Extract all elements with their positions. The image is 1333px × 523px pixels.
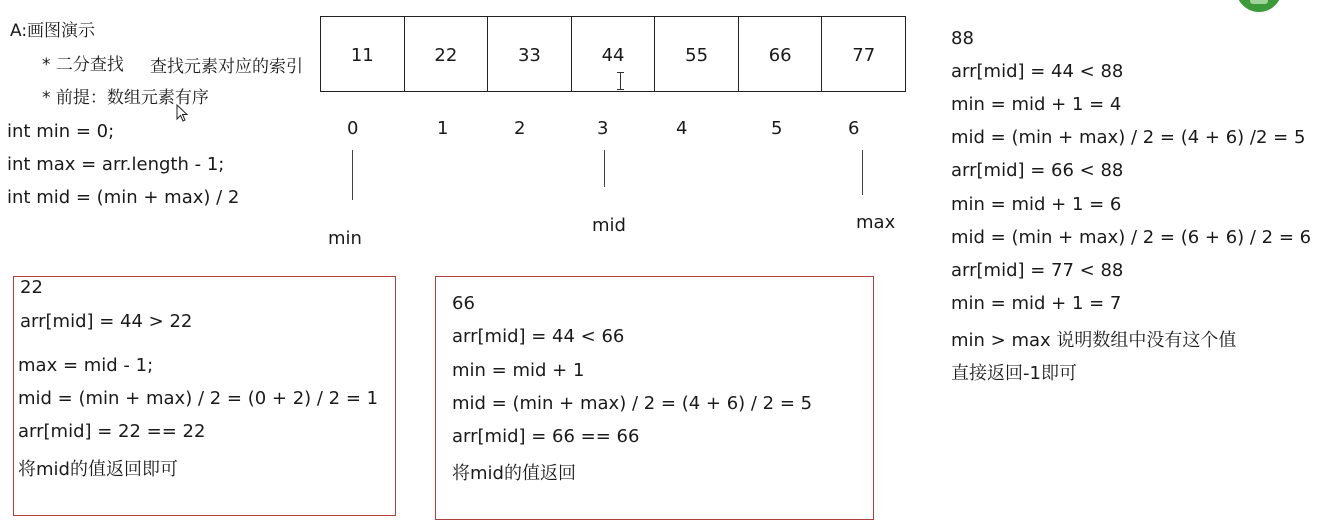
search-22-line: max = mid - 1; bbox=[18, 355, 154, 376]
search-66-line: mid = (min + max) / 2 = (4 + 6) / 2 = 5 bbox=[452, 393, 813, 414]
mid-pointer-line bbox=[604, 150, 605, 187]
search-88-line: arr[mid] = 66 < 88 bbox=[951, 160, 1124, 181]
search-88-line: 88 bbox=[951, 28, 974, 49]
min-pointer-label: min bbox=[328, 228, 362, 249]
page-title: A:画图演示 bbox=[10, 21, 96, 41]
array-cell: 66 bbox=[739, 17, 823, 91]
search-22-line: 将mid的值返回即可 bbox=[18, 459, 178, 480]
search-66-line: arr[mid] = 66 == 66 bbox=[452, 426, 640, 447]
array-index: 3 bbox=[597, 118, 609, 139]
array-index: 2 bbox=[514, 118, 526, 139]
search-66-line: 66 bbox=[452, 293, 475, 314]
search-22-line: arr[mid] = 44 > 22 bbox=[20, 311, 193, 332]
search-66-line: min = mid + 1 bbox=[452, 360, 585, 381]
search-22-line: arr[mid] = 22 == 22 bbox=[18, 421, 206, 442]
search-88-line: min = mid + 1 = 7 bbox=[951, 293, 1122, 314]
max-pointer-label: max bbox=[856, 212, 896, 233]
text-cursor-icon bbox=[616, 72, 625, 90]
search-22-line: mid = (min + max) / 2 = (0 + 2) / 2 = 1 bbox=[18, 388, 379, 409]
search-22-line: 22 bbox=[20, 277, 43, 298]
array-index: 6 bbox=[848, 118, 860, 139]
bullet-binary-search-note: 查找元素对应的索引 bbox=[150, 57, 303, 77]
array-cell: 22 bbox=[405, 17, 489, 91]
search-88-line: mid = (min + max) / 2 = (4 + 6) /2 = 5 bbox=[951, 127, 1306, 148]
bullet-precondition: * 前提：数组元素有序 bbox=[42, 88, 209, 108]
search-88-line: min = mid + 1 = 4 bbox=[951, 94, 1122, 115]
max-pointer-line bbox=[862, 150, 863, 195]
mouse-pointer-icon bbox=[176, 104, 190, 124]
code-line-max: int max = arr.length - 1; bbox=[7, 154, 225, 175]
search-88-line: arr[mid] = 44 < 88 bbox=[951, 61, 1124, 82]
array-index: 0 bbox=[347, 118, 359, 139]
min-pointer-line bbox=[352, 150, 353, 200]
array-index: 5 bbox=[771, 118, 783, 139]
array-cell: 55 bbox=[655, 17, 739, 91]
array-cell: 77 bbox=[852, 45, 876, 66]
corner-logo-icon bbox=[1236, 0, 1282, 12]
search-66-line: 将mid的值返回 bbox=[452, 463, 576, 484]
search-88-line: 直接返回-1即可 bbox=[951, 363, 1077, 384]
search-88-line: min = mid + 1 = 6 bbox=[951, 194, 1122, 215]
array-cell: 11 bbox=[321, 17, 405, 91]
array-index: 4 bbox=[676, 118, 688, 139]
array-cell: 44 bbox=[572, 17, 656, 91]
search-88-line: mid = (min + max) / 2 = (6 + 6) / 2 = 6 bbox=[951, 227, 1312, 248]
mid-pointer-label: mid bbox=[592, 215, 626, 236]
array-cell: 33 bbox=[488, 17, 572, 91]
search-66-line: arr[mid] = 44 < 66 bbox=[452, 326, 625, 347]
bullet-binary-search: * 二分查找 bbox=[42, 55, 124, 75]
code-line-mid: int mid = (min + max) / 2 bbox=[7, 187, 240, 208]
code-line-min: int min = 0; bbox=[7, 121, 115, 142]
array-box bbox=[320, 16, 906, 92]
search-88-line: arr[mid] = 77 < 88 bbox=[951, 260, 1124, 281]
search-88-line: min > max 说明数组中没有这个值 bbox=[951, 330, 1237, 351]
array-index: 1 bbox=[437, 118, 449, 139]
